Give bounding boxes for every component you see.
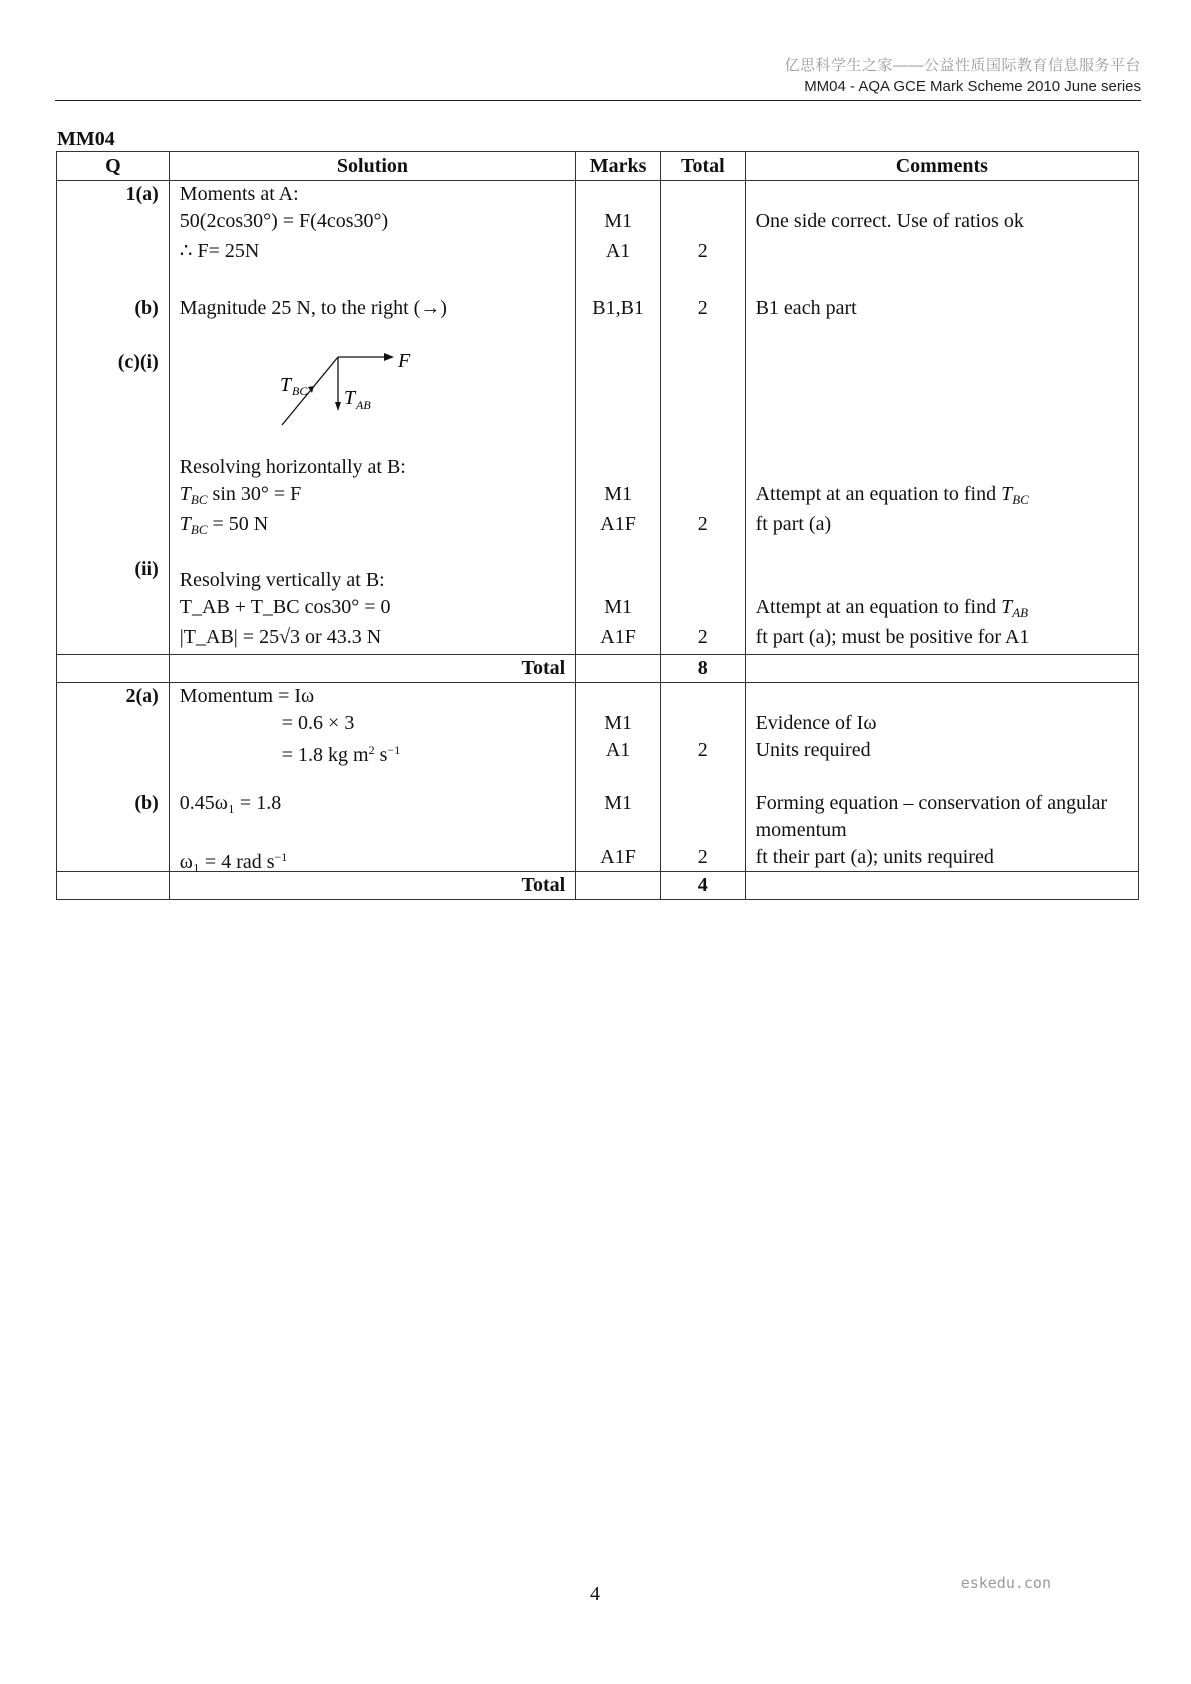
q2-total-label: Total bbox=[169, 872, 575, 900]
q2b-mark2: A1F bbox=[600, 846, 636, 868]
q1-row bbox=[57, 181, 1139, 655]
q2b-total: 2 bbox=[697, 846, 708, 868]
q1b-label: (b) bbox=[134, 297, 159, 319]
q1-total-row bbox=[57, 655, 1139, 683]
header-rule bbox=[55, 100, 1141, 101]
q1ci-total: 2 bbox=[697, 513, 708, 535]
q2a-mark2: A1 bbox=[605, 739, 631, 761]
q2b-mark1: M1 bbox=[604, 792, 632, 814]
force-diagram-svg bbox=[180, 349, 440, 454]
q1-comments-cell bbox=[745, 181, 1138, 655]
q2a-line1: Momentum = Iω bbox=[179, 685, 315, 707]
q2b-label: (b) bbox=[134, 792, 159, 814]
footer-site: eskedu.con bbox=[960, 1574, 1051, 1592]
q1a-line1: Moments at A: bbox=[179, 183, 299, 205]
q1b-line: Magnitude 25 N, to the right (→) bbox=[179, 297, 447, 319]
q2a-label: 2(a) bbox=[125, 685, 159, 707]
q2a-mark1: M1 bbox=[604, 712, 632, 734]
q1b-total: 2 bbox=[697, 297, 708, 319]
q1b-comment: B1 each part bbox=[755, 297, 857, 319]
section-title: MM04 bbox=[57, 128, 115, 150]
q1ci-mark2: A1F bbox=[600, 513, 636, 535]
q1a-line3: ∴ F= 25N bbox=[179, 240, 260, 262]
q1-total-cell bbox=[661, 181, 746, 655]
q1cii-total: 2 bbox=[697, 626, 708, 648]
mark-scheme-table bbox=[56, 151, 1139, 900]
q1ci-comment2: ft part (a) bbox=[755, 513, 832, 535]
q2a-comment2: Units required bbox=[755, 739, 871, 761]
force-tab-arrowhead bbox=[335, 402, 341, 411]
q1cii-line2: T_AB + T_BC cos30° = 0 bbox=[179, 596, 391, 618]
q1a-mark2: A1 bbox=[605, 240, 631, 262]
header-comments: Comments bbox=[745, 152, 1138, 181]
q1cii-mark1: M1 bbox=[604, 596, 632, 618]
q2-total-row bbox=[57, 872, 1139, 900]
q1ci-line2: $T_{BC}$ sin 30° = F bbox=[179, 483, 302, 507]
q2b-line1: 0.45ω₁ = 1.8 bbox=[179, 792, 282, 814]
q2a-total: 2 bbox=[697, 739, 708, 761]
q1a-line2: 50(2cos30°) = F(4cos30°) bbox=[179, 210, 389, 232]
header-doc-title: MM04 - AQA GCE Mark Scheme 2010 June series bbox=[804, 78, 1141, 95]
force-f-arrowhead bbox=[384, 353, 394, 361]
label-tbc-sub: BC bbox=[291, 384, 308, 398]
q1ci-line1: Resolving horizontally at B: bbox=[179, 456, 406, 478]
q1a-label: 1(a) bbox=[125, 183, 159, 205]
q1-solution-cell bbox=[169, 181, 575, 655]
q1-total-value: 8 bbox=[661, 655, 746, 683]
q1-total-label: Total bbox=[169, 655, 575, 683]
q1ci-line3: $T_{BC} = 50$ N bbox=[179, 513, 269, 537]
header-q: Q bbox=[57, 152, 170, 181]
header-total: Total bbox=[661, 152, 746, 181]
label-f: F bbox=[397, 350, 410, 372]
q1cii-mark2: A1F bbox=[600, 626, 636, 648]
q2-comments-cell bbox=[745, 683, 1138, 872]
header-marks: Marks bbox=[576, 152, 661, 181]
q1a-total: 2 bbox=[697, 240, 708, 262]
q2a-line3: = 1.8 kg $m^2$ $s^{-1}$ bbox=[281, 743, 401, 766]
table-header-row bbox=[57, 152, 1139, 181]
q1ci-label: (c)(i) bbox=[117, 351, 159, 373]
q1a-comment: One side correct. Use of ratios ok bbox=[755, 210, 1024, 232]
label-tab-sub: AB bbox=[355, 398, 371, 412]
q2-total-cell bbox=[661, 683, 746, 872]
label-tab: T bbox=[343, 387, 355, 409]
q1cii-line3: |T_AB| = 25√3 or 43.3 N bbox=[179, 626, 382, 648]
q2b-comment1: Forming equation – conservation of angular momentum bbox=[755, 792, 1108, 841]
q1cii-comment1: Attempt at an equation to find $T_{AB}$ bbox=[755, 596, 1029, 620]
q1cii-comment2: ft part (a); must be positive for A1 bbox=[755, 626, 1030, 648]
force-diagram bbox=[180, 349, 565, 454]
q2-row bbox=[57, 683, 1139, 872]
q1a-mark1: M1 bbox=[604, 210, 632, 232]
q1cii-label: (ii) bbox=[134, 558, 159, 580]
q1ci-comment1: Attempt at an equation to find $T_{BC}$ bbox=[755, 483, 1029, 507]
q2a-line2: = 0.6 × 3 bbox=[281, 712, 355, 734]
q1ci-mark1: M1 bbox=[604, 483, 632, 505]
q2-marks-cell bbox=[576, 683, 661, 872]
q2-labels-cell bbox=[57, 683, 170, 872]
q2-total-value: 4 bbox=[661, 872, 746, 900]
q1b-marks: B1,B1 bbox=[592, 297, 644, 319]
q1-labels-cell bbox=[57, 181, 170, 655]
page-number: 4 bbox=[590, 1583, 600, 1605]
q2b-comment2: ft their part (a); units required bbox=[755, 846, 994, 868]
q2a-comment1: Evidence of Iω bbox=[755, 712, 877, 734]
q2b-line2: ω₁ = 4 rad $s^{-1}$ bbox=[179, 850, 288, 873]
q1-marks-cell bbox=[576, 181, 661, 655]
q2-solution-cell bbox=[169, 683, 575, 872]
q1cii-line1: Resolving vertically at B: bbox=[179, 569, 385, 591]
header-site-cn: 亿思科学生之家——公益性质国际教育信息服务平台 bbox=[784, 57, 1141, 74]
label-tbc: T bbox=[279, 374, 291, 396]
header-solution: Solution bbox=[169, 152, 575, 181]
